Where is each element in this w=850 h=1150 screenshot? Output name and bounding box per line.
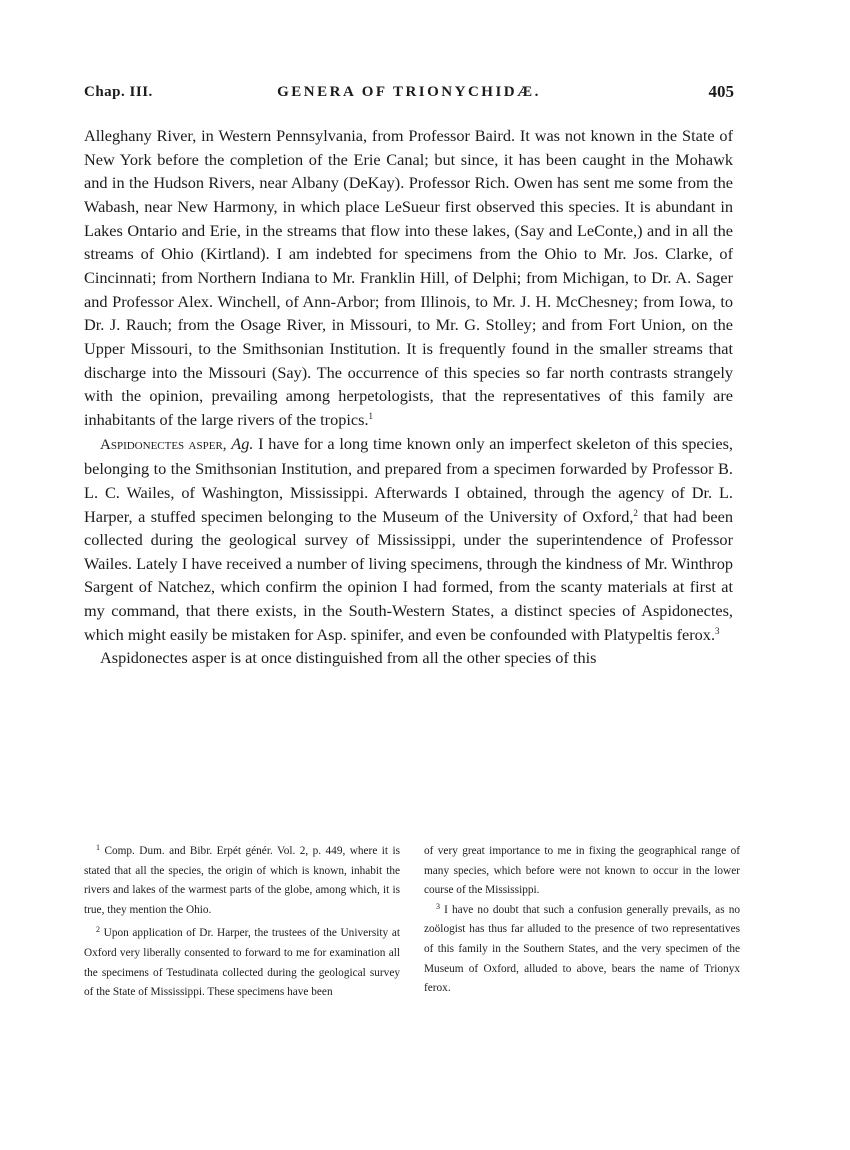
footnote-column-left: [84, 842, 400, 1003]
footnote-mark: 3: [436, 901, 440, 911]
footnotes: [84, 842, 741, 1042]
footnote-1: [84, 842, 400, 920]
paragraph-aspidonectes-asper: [84, 432, 733, 647]
footnote-text: I have no doubt that such a confusion generally prevails, as no zoölogist has thus far alluded to the presence of two representatives of this family in the Southern States, and the very specimen of the Museum of Oxford, alluded to above, bears the name of Trionyx ferox.: [424, 903, 741, 995]
page-number: 405: [708, 82, 734, 101]
paragraph-text: Alleghany River, in Western Pennsylvania, from Professor Baird. It was not known in the State of New York before the completion of the Erie Canal; but since, it has been caught in the Mohawk and in the Hudson Rivers, near Albany (DeKay). Professor Rich. Owen has sent me some from the Wabash, near New Harmony, in which place LeSueur first observed this species. It is abundant in Lakes Ontario and Erie, in the streams that flow into these lakes, (Say and LeConte,) and in all the streams of Ohio (Kirtland). I am indebted for specimens from the Ohio to Mr. Jos. Clarke, of Cincinnati; from Northern Indiana to Mr. Franklin Hill, of Delphi; from Michigan, to Dr. A. Sager and Professor Alex. Winchell, of Ann-Arbor; from Illinois, to Mr. J. H. McChesney; from Iowa, to Dr. J. Rauch; from the Osage River, in Missouri, to Mr. G. Stolley; and from Fort Union, on the Upper Missouri, to the Smithsonian Institution. It is frequently found in the smaller streams that discharge into the Missouri (Say). The occurrence of this species so far north contrasts strangely with the opinion, prevailing among herpetologists, that the representatives of this family are inhabitants of the large rivers of the tropics.: [84, 126, 733, 429]
running-head: [84, 84, 734, 110]
footnote-ref-1: 1: [368, 410, 374, 421]
footnote-text: Upon application of Dr. Harper, the trustees of the University at Oxford very liberally consented to forward to me for examination all the specimens of Testudinata collected during the geological survey of the State of Mississippi. These specimens have been: [84, 927, 401, 999]
paragraph-text: I have for a long time known only an imperfect skeleton of this species, belonging to the Smithsonian Institution, and prepared from a specimen forwarded by Professor B. L. C. Wailes, of Washington, Mississippi. Afterwards I obtained, through the agency of Dr. L. Harper, a stuffed specimen belonging to the Museum of the University of Oxford,: [84, 433, 733, 526]
footnote-ref-3: 3: [715, 625, 720, 636]
species-name: Aspidonectes asper,: [100, 436, 227, 453]
footnote-2: [84, 924, 400, 1002]
paragraph-text: that had been collected during the geological survey of Mississippi, under the superintendence of Professor Wailes. Lately I have received a number of living specimens, through the kindness of Mr. Winthrop Sargent of Natchez, which confirm the opinion I had formed, from the scanty materials at first at my command, that there exists, in the South-Western States, a distinct species of Aspidonectes, which might easily be mistaken for Asp. spinifer, and even be confounded with Platypeltis ferox.: [84, 506, 733, 644]
paragraph-continued: [84, 124, 733, 432]
paragraph-text: Aspidonectes asper is at once distinguished from all the other species of this: [100, 648, 597, 668]
footnote-3: [424, 901, 740, 999]
footnote-ref-2: 2: [633, 507, 638, 518]
paragraph-start: [84, 646, 733, 670]
footnote-mark: 2: [96, 925, 100, 935]
footnote-2-continued: of very great importance to me in fixing the geographical range of many species, which before were not known to occur in the lower course of the Mississippi.: [424, 845, 740, 897]
page-title: GENERA OF TRIONYCHIDÆ.: [277, 84, 541, 100]
footnote-mark: 1: [96, 843, 100, 852]
species-author: Ag.: [231, 433, 254, 453]
chapter-label: Chap. III.: [84, 84, 153, 100]
footnote-text: Comp. Dum. and Bibr. Erpét génér. Vol. 2, p. 449, where it is stated that all the species, the origin of which is known, inhabit the rivers and lakes of the warmest parts of the globe, among which, it is true, they mention the Ohio.: [84, 845, 400, 916]
main-text: [84, 124, 733, 670]
footnote-column-right: [424, 842, 740, 999]
